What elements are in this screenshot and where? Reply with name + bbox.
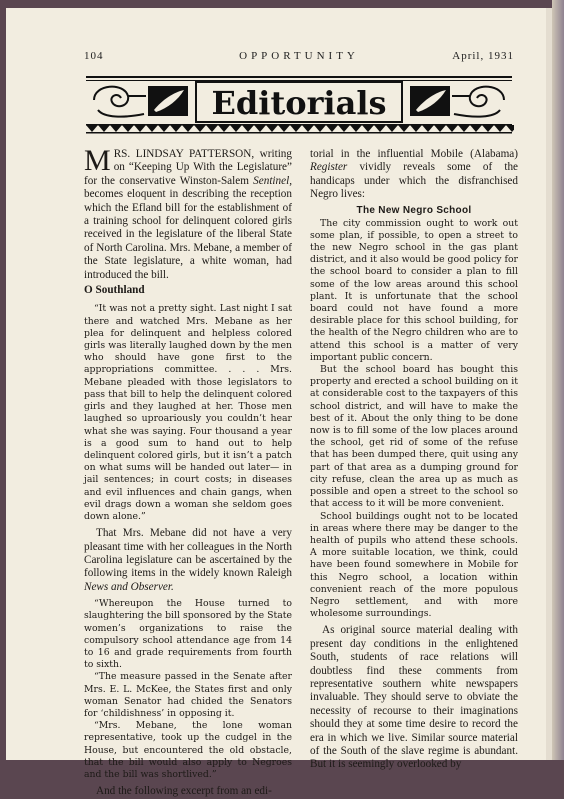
quote-paragraph: School buildings ought not to be located in areas where there may be danger to the health of pupils who attend these schools. A more suitable location, we think, could have been found somewhere in Mobile for this Negro school, a location within convenient reach of the more populous Negro settlement, and with more wholesome surroundings. xyxy=(310,510,518,620)
running-header xyxy=(84,50,514,66)
quote-paragraph: But the school board has bought this property and erected a school building on it at considerable cost to the taxpayers of this school district, and will have to make the best of it. About the only thing to be done now is to fill some of the low places around the school, get rid of some of the refuse that has been dumped there, quit using any part of that area as a dumping ground for city refuse, clean the area up as much as possible and open a street to the school so that access to it will be more convenient. xyxy=(310,364,518,510)
editorials-banner xyxy=(84,70,514,134)
issue-date: April, 1931 xyxy=(452,50,514,62)
book-spine xyxy=(552,0,564,760)
banner-title: Editorials xyxy=(211,84,387,122)
magazine-title: OPPORTUNITY xyxy=(239,50,359,62)
intro-paragraph: MRS. LINDSAY PATTERSON, writing on “Keeping Up With the Legislature” for the conservative Winston-Salem Sentinel, becomes eloquent in describing the reception which the Efland bill for the establishment of a training school for delinquent colored girls received in the legislature of the liberal State of North Carolina. Mrs. Mebane, a member of the State legislature, a white woman, had introduced the bill. xyxy=(84,144,293,281)
page-number: 104 xyxy=(84,50,104,62)
left-scroll-ornament xyxy=(94,87,146,117)
body-paragraph: That Mrs. Mebane did not have a very pleasant time with her colleagues in the North Carolina legislature can be ascertained by the following items in the widely known Raleigh News and Observer. xyxy=(84,527,292,593)
body-paragraph: And the following excerpt from an edi- xyxy=(96,785,272,798)
triangle-border xyxy=(86,125,514,132)
left-column xyxy=(84,144,293,799)
quote-paragraph: “Mrs. Mebane, the lone woman representative, took up the cudgel in the House, but encountered the old obstacle, that the bill would also apply to Negroes and the bill was shortlived.” xyxy=(84,720,292,780)
sub-heading: The New Negro School xyxy=(356,204,472,216)
quote-paragraph: “It was not a pretty sight. Last night I sat there and watched Mrs. Mebane as her plea for delinquent and helpless colored girls was literally laughed down by the men who should have gone first to the appropriations committee. . . . Mrs. Mebane pleaded with those legislators to pass that bill to help the delinquent colored girls and they laughed at her. Those men laughed so uproariously you couldn’t hear what she was saying. Four thousand a year is a good sum to hand out to help delinquent colored girls, but it isn’t a patch on what sums will be handed out later— in jail sentences; in court costs; in diseases and evil influences and chain gangs, when evil drags down a woman she seldom goes down alone.” xyxy=(84,303,292,522)
quote-paragraph: The city commission ought to work out some plan, if possible, to open a street to the new Negro school in the gas plant district, and it also would be good policy for the school board to consider a plan to fill some of the low areas around this school plant. It is unfortunate that the school board could not have found a more desirable place for this school building, for the health of the Negro children who are to attend this school is a matter of very important public concern. xyxy=(310,217,518,363)
body-paragraph: torial in the influential Mobile (Alabama) Register vividly reveals some of the handicaps under which the disfranchised Negro lives: xyxy=(310,148,519,201)
quote-paragraph: “Whereupon the House turned to slaughtering the bill sponsored by the State women’s organizations to raise the compulsory school attendance age from 14 to 16 and grade requirements from fourth to sixth. xyxy=(84,598,292,671)
right-scroll-ornament xyxy=(452,87,504,117)
quill-icon xyxy=(148,86,188,116)
quill-icon-right xyxy=(410,86,450,116)
body-paragraph: As original source material dealing with present day conditions in the enlightened South, students of race relations will doubtless find these comments from representative southern white newspapers invaluable. They should serve to obviate the necessity of recourse to their imaginations should they at some time desire to record the era in which we live. Similar source material of the South of the slave regime is abundant. But it is seemingly overlooked by xyxy=(310,624,518,771)
side-heading: O Southland xyxy=(84,284,145,297)
drop-cap: M xyxy=(84,144,111,177)
right-column xyxy=(310,148,518,772)
quote-paragraph: “The measure passed in the Senate after Mrs. E. L. McKee, the States first and only woman Senator had chided the Senators for ‘childishness’ in opposing it. xyxy=(84,671,292,719)
